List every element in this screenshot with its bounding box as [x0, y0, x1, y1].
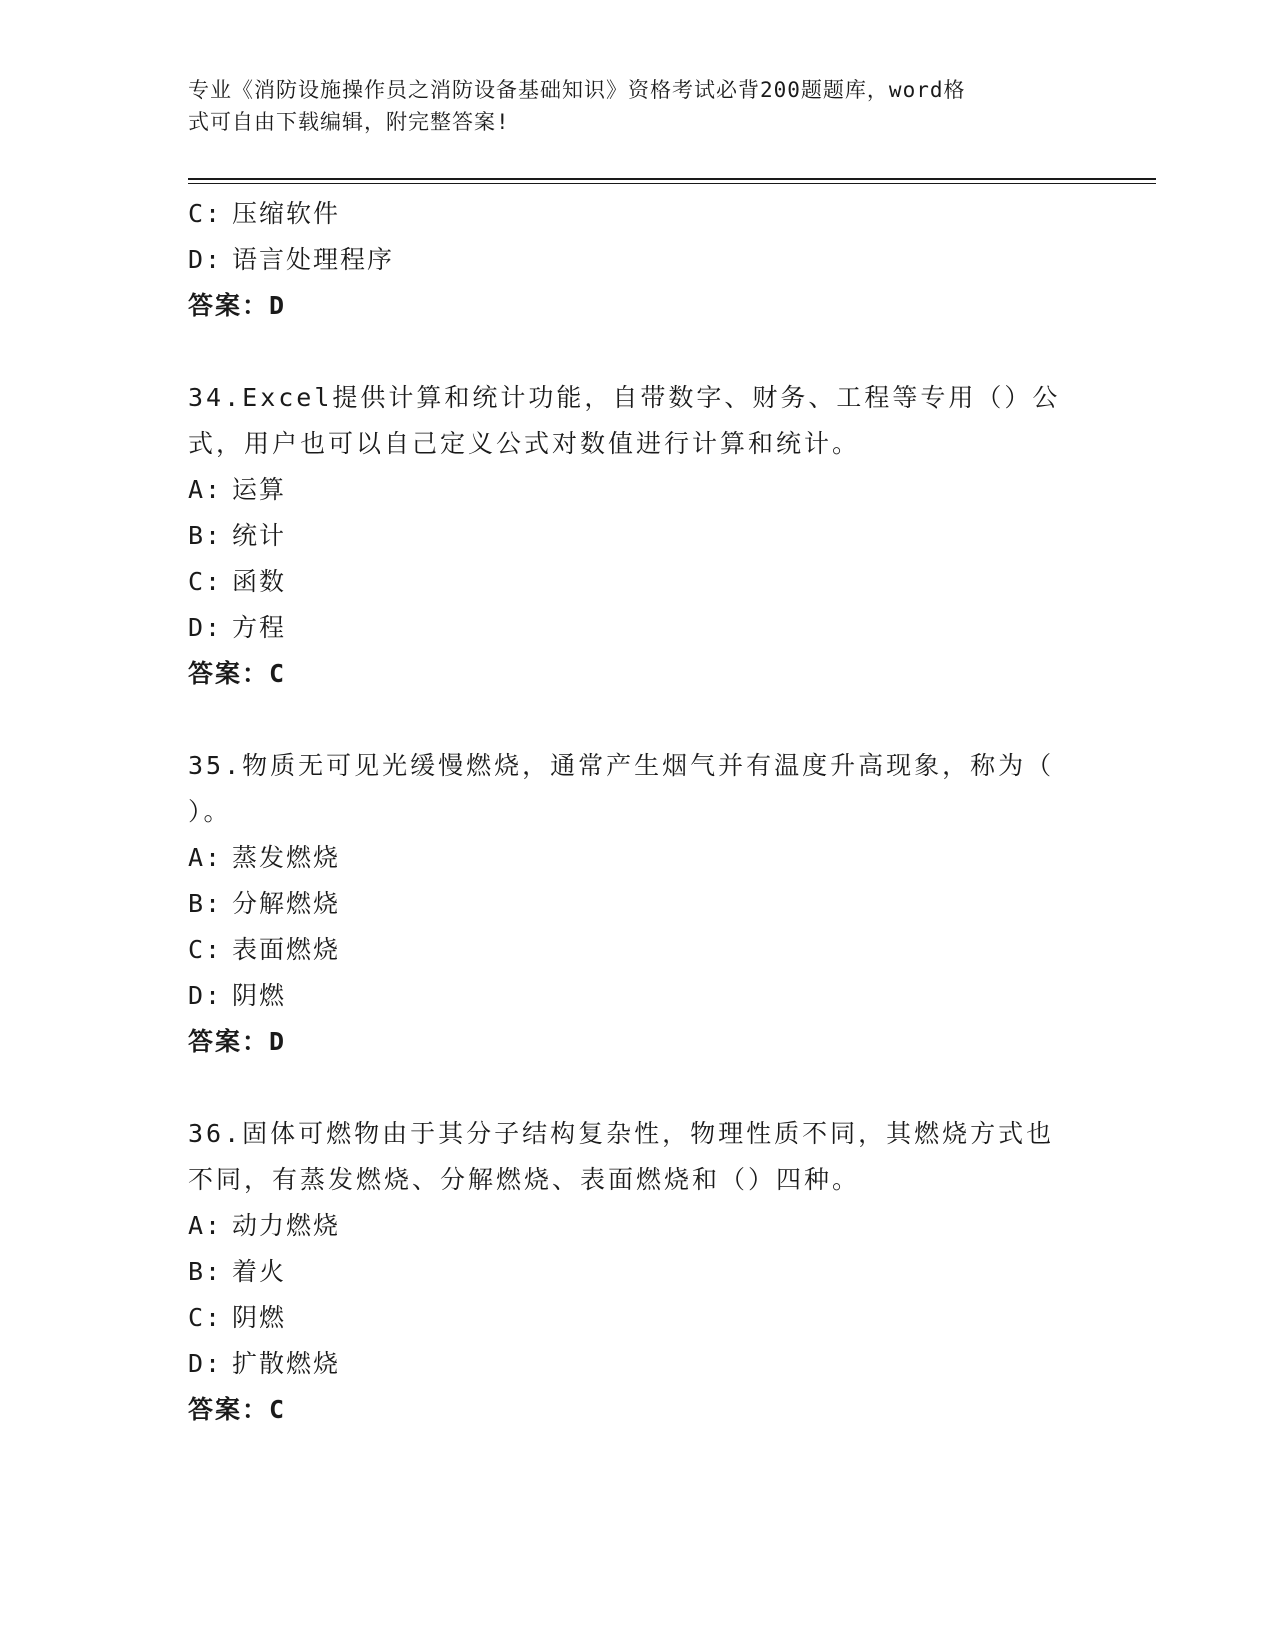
option-c: [188, 1295, 1068, 1341]
option-text: 蒸发燃烧: [232, 843, 341, 872]
question-stem-line: 不同，有蒸发燃烧、分解燃烧、表面燃烧和（）四种。: [188, 1165, 861, 1194]
option-letter: C:: [188, 1303, 223, 1332]
question-34: [188, 375, 1068, 697]
option-d: [188, 1341, 1068, 1387]
option-letter: A:: [188, 843, 223, 872]
option-c: [188, 559, 1068, 605]
answer-line: 答案：D: [188, 291, 287, 320]
option-b: [188, 513, 1068, 559]
question-stem-line: 式，用户也可以自己定义公式对数值进行计算和统计。: [188, 429, 861, 458]
option-letter: C:: [188, 935, 223, 964]
question-35: [188, 743, 1068, 1065]
question-list: [188, 191, 1068, 1433]
question-stem-line: 36.固体可燃物由于其分子结构复杂性，物理性质不同，其燃烧方式也: [188, 1119, 1055, 1148]
option-letter: D:: [188, 245, 223, 274]
option-a: [188, 835, 1068, 881]
option-text: 动力燃烧: [232, 1211, 341, 1240]
answer-line: 答案：C: [188, 659, 287, 688]
option-letter: A:: [188, 1211, 223, 1240]
option-letter: C:: [188, 199, 223, 228]
option-letter: D:: [188, 613, 223, 642]
header-line-1: 专业《消防设施操作员之消防设备基础知识》资格考试必背200题题库，word格: [188, 78, 966, 102]
option-d: [188, 237, 1068, 283]
header-divider-thin: [188, 183, 1156, 184]
option-b: [188, 881, 1068, 927]
option-text: 统计: [232, 521, 287, 550]
page-header: [188, 74, 1068, 138]
option-d: [188, 605, 1068, 651]
option-c: [188, 927, 1068, 973]
option-a: [188, 1203, 1068, 1249]
option-a: [188, 467, 1068, 513]
option-c: [188, 191, 1068, 237]
option-text: 语言处理程序: [232, 245, 395, 274]
option-letter: B:: [188, 521, 223, 550]
question-stem-line: 35.物质无可见光缓慢燃烧，通常产生烟气并有温度升高现象，称为（: [188, 751, 1055, 780]
option-text: 函数: [232, 567, 287, 596]
question-stem-line: ）。: [188, 797, 232, 826]
option-letter: C:: [188, 567, 223, 596]
option-text: 方程: [232, 613, 287, 642]
option-text: 阴燃: [232, 1303, 287, 1332]
question-stem-line: 34.Excel提供计算和统计功能，自带数字、财务、工程等专用（）公: [188, 383, 1061, 412]
option-d: [188, 973, 1068, 1019]
option-letter: B:: [188, 889, 223, 918]
option-letter: B:: [188, 1257, 223, 1286]
option-text: 分解燃烧: [232, 889, 341, 918]
question-33-continued: [188, 191, 1068, 329]
option-letter: A:: [188, 475, 223, 504]
answer-line: 答案：C: [188, 1395, 287, 1424]
option-text: 着火: [232, 1257, 287, 1286]
option-text: 阴燃: [232, 981, 287, 1010]
option-letter: D:: [188, 981, 223, 1010]
question-36: [188, 1111, 1068, 1433]
option-text: 表面燃烧: [232, 935, 341, 964]
option-text: 压缩软件: [232, 199, 341, 228]
option-text: 运算: [232, 475, 287, 504]
header-divider-thick: [188, 178, 1156, 180]
answer-line: 答案：D: [188, 1027, 287, 1056]
option-text: 扩散燃烧: [232, 1349, 341, 1378]
option-b: [188, 1249, 1068, 1295]
option-letter: D:: [188, 1349, 223, 1378]
header-line-2: 式可自由下载编辑，附完整答案!: [188, 110, 510, 134]
